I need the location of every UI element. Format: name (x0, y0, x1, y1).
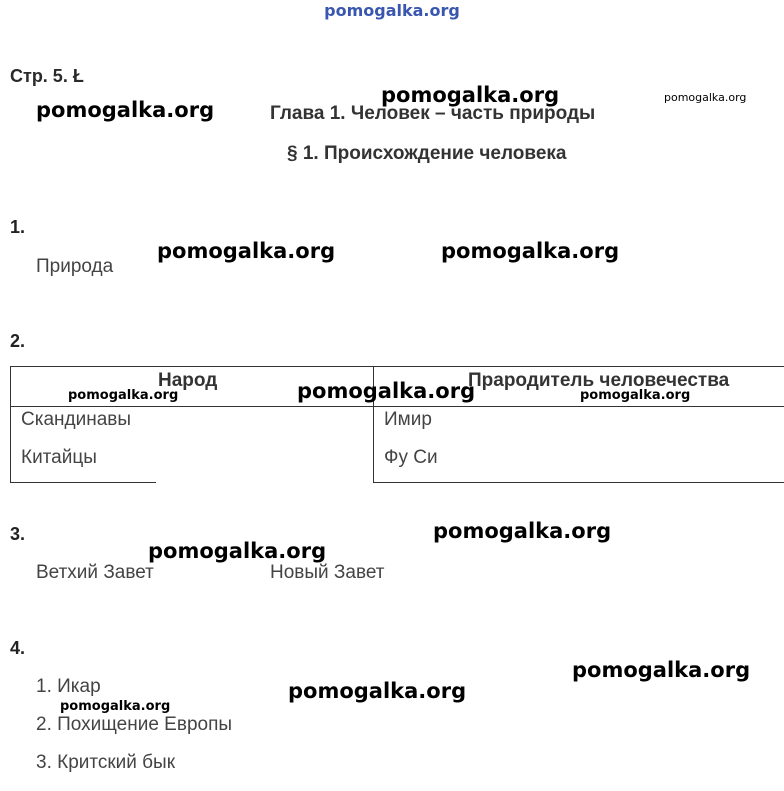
watermark: pomogalka.org (297, 379, 476, 403)
watermark: pomogalka.org (60, 699, 171, 714)
watermark: pomogalka.org (441, 239, 620, 263)
list-item-2: 2. Похищение Европы (36, 714, 233, 735)
table-cell-people-1: Скандинавы (21, 409, 132, 430)
page-reference: Стр. 5. Ł (10, 66, 84, 86)
table-bottom-border-right (373, 482, 784, 483)
question-number-1: 1. (10, 217, 26, 237)
table-header-ancestor: Прародитель человечества (468, 370, 730, 391)
table-left-border (10, 366, 11, 483)
table-cell-ancestor-1: Имир (384, 409, 432, 430)
table-header-divider (10, 406, 784, 407)
table-bottom-border-left (10, 482, 156, 483)
table-top-border (10, 366, 784, 367)
watermark: pomogalka.org (68, 388, 179, 403)
answer-1: Природа (36, 256, 114, 277)
watermark: pomogalka.org (381, 83, 560, 107)
chapter-title: Глава 1. Человек – часть природы (270, 103, 596, 124)
answer-3-new-testament: Новый Завет (270, 562, 385, 583)
section-title: § 1. Происхождение человека (287, 143, 567, 164)
question-number-2: 2. (10, 331, 26, 351)
list-item-1: 1. Икар (36, 676, 101, 697)
question-number-4: 4. (10, 638, 26, 658)
table-cell-people-2: Китайцы (21, 447, 97, 468)
watermark: pomogalka.org (148, 539, 327, 563)
watermark: pomogalka.org (664, 91, 747, 104)
question-number-3: 3. (10, 524, 26, 544)
watermark: pomogalka.org (36, 98, 215, 122)
watermark: pomogalka.org (288, 679, 467, 703)
table-header-people: Народ (158, 370, 218, 391)
site-header-link[interactable]: pomogalka.org (324, 1, 460, 20)
watermark: pomogalka.org (157, 239, 336, 263)
watermark: pomogalka.org (572, 658, 751, 682)
watermark: pomogalka.org (433, 519, 612, 543)
answer-3-old-testament: Ветхий Завет (36, 562, 154, 583)
list-item-3: 3. Критский бык (36, 752, 176, 773)
table-cell-ancestor-2: Фу Си (384, 447, 438, 468)
watermark: pomogalka.org (580, 388, 691, 403)
